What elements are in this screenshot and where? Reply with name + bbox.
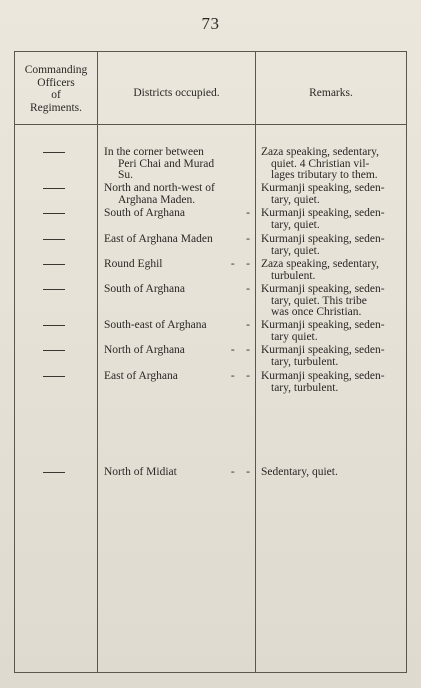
district-cell <box>104 259 250 271</box>
district-cell <box>104 208 250 220</box>
header-officers-line: Commanding <box>24 64 88 76</box>
district-line: In the corner between <box>104 146 204 158</box>
remark-line: Sedentary, quiet. <box>261 466 338 478</box>
remark-cell <box>261 371 404 394</box>
header-rule <box>14 124 407 125</box>
remark-line: turbulent. <box>271 269 316 282</box>
officer-dash <box>43 289 65 290</box>
remark-cell <box>261 345 404 368</box>
officer-dash <box>43 152 65 153</box>
district-cell <box>104 284 250 296</box>
remark-line: Zaza speaking, sedentary, <box>261 258 380 270</box>
district-line: East of Arghana Maden <box>104 233 213 245</box>
district-line: Round Eghil <box>104 258 163 270</box>
district-line: Arghana Maden. <box>118 193 196 206</box>
district-cell <box>104 147 250 182</box>
remark-cell <box>261 467 404 479</box>
district-line: Su. <box>118 169 134 181</box>
remark-line: Zaza speaking, sedentary, <box>261 146 380 158</box>
district-cell <box>104 234 250 246</box>
district-leader: - - <box>230 258 250 270</box>
district-line: South-east of Arghana <box>104 319 207 331</box>
district-line: South of Arghana <box>104 283 185 295</box>
remark-line: tary quiet. <box>271 330 318 343</box>
remark-cell <box>261 320 404 343</box>
district-leader: - - <box>230 466 250 478</box>
officer-dash <box>43 376 65 377</box>
district-line: East of Arghana <box>104 370 178 382</box>
remark-cell <box>261 234 404 257</box>
district-leader: - <box>246 319 250 331</box>
header-officers <box>16 64 96 114</box>
column-rule-1 <box>97 51 98 673</box>
district-leader: - <box>246 233 250 245</box>
district-leader: - <box>246 207 250 219</box>
remark-line: tary, quiet. <box>271 244 320 257</box>
remark-line: lages tributary to them. <box>271 169 378 181</box>
district-line: North of Midiat <box>104 466 177 478</box>
officer-dash <box>43 325 65 326</box>
remark-cell <box>261 259 404 282</box>
district-line: North of Arghana <box>104 344 185 356</box>
page-number: 73 <box>201 14 220 33</box>
header-districts: Districts occupied. <box>133 87 220 99</box>
remark-cell <box>261 284 404 319</box>
officer-dash <box>43 239 65 240</box>
officer-dash <box>43 264 65 265</box>
officer-dash <box>43 472 65 473</box>
header-officers-line: of <box>51 89 61 101</box>
district-line: North and north-west of <box>104 182 215 194</box>
district-leader: - <box>246 283 250 295</box>
header-remarks: Remarks. <box>309 87 353 99</box>
header-officers-line: Officers <box>37 76 75 89</box>
header-officers-line: Regiments. <box>29 101 83 114</box>
remark-line: tary, turbulent. <box>271 355 339 368</box>
district-cell <box>104 371 250 383</box>
remark-line: quiet. 4 Christian vil- <box>271 157 370 170</box>
remark-line: Kurmanji speaking, seden- <box>261 319 385 331</box>
column-rule-2 <box>255 51 256 673</box>
table-top-rule <box>14 51 407 52</box>
district-cell <box>104 467 250 479</box>
remark-line: Kurmanji speaking, seden- <box>261 233 385 245</box>
remark-cell <box>261 208 404 231</box>
remark-line: Kurmanji speaking, seden- <box>261 344 385 356</box>
table-bottom-rule <box>14 672 407 673</box>
officer-dash <box>43 213 65 214</box>
remark-line: Kurmanji speaking, seden- <box>261 207 385 219</box>
column-rule-left <box>14 51 15 673</box>
officer-dash <box>43 188 65 189</box>
district-line: South of Arghana <box>104 207 185 219</box>
district-leader: - - <box>230 344 250 356</box>
remark-line: tary, quiet. <box>271 218 320 231</box>
remark-line: was once Christian. <box>271 306 362 318</box>
remark-line: Kurmanji speaking, seden- <box>261 370 385 382</box>
remark-cell <box>261 183 404 206</box>
district-line: Peri Chai and Murad <box>118 157 215 170</box>
officer-dash <box>43 350 65 351</box>
district-cell <box>104 183 250 206</box>
district-cell <box>104 345 250 357</box>
remark-line: tary, turbulent. <box>271 381 339 394</box>
column-rule-right <box>406 51 407 673</box>
remark-line: tary, quiet. <box>271 193 320 206</box>
remark-line: Kurmanji speaking, seden- <box>261 182 385 194</box>
district-cell <box>104 320 250 332</box>
remark-line: tary, quiet. This tribe <box>271 294 367 307</box>
remark-line: Kurmanji speaking, seden- <box>261 283 385 295</box>
district-leader: - - <box>230 370 250 382</box>
remark-cell <box>261 147 404 182</box>
